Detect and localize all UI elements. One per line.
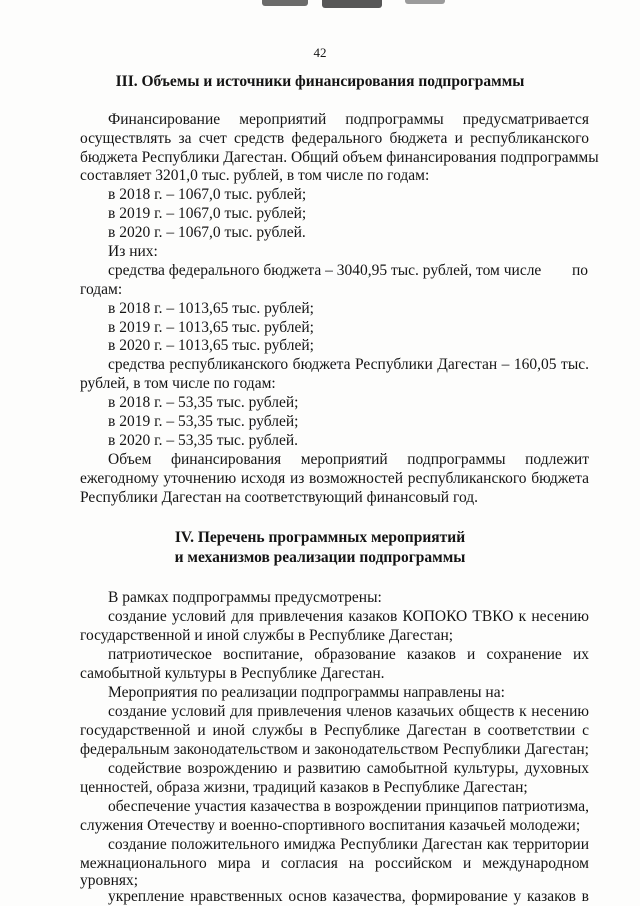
paragraph-line: Объем финансирования мероприятий подпрограммы подлежит: [108, 451, 589, 468]
paragraph-line: в 2019 г. – 1013,65 тыс. рублей;: [108, 319, 314, 336]
paragraph-line: В рамках подпрограммы предусмотрены:: [108, 589, 382, 606]
paragraph-line: Из них:: [108, 243, 158, 260]
paragraph-line: создание условий для привлечения членов казачьих обществ к несению: [108, 703, 589, 720]
paragraph-line: обеспечение участия казачества в возрождении принципов патриотизма,: [108, 798, 589, 815]
paragraph-line: создание положительного имиджа Республики Дагестан как территории: [108, 836, 589, 853]
paragraph-line: государственной и иной службы в Республике Дагестан в соответствии с: [80, 722, 589, 739]
scan-artifact: [405, 0, 445, 4]
section-3-title: III. Объемы и источники финансирования подпрограммы: [115, 73, 525, 90]
paragraph-line: укрепление нравственных основ казачества, формирование у казаков в: [108, 888, 589, 905]
paragraph-line: в 2018 г. – 1067,0 тыс. рублей;: [108, 186, 307, 203]
paragraph-line: самобытной культуры в Республике Дагестан.: [80, 665, 385, 682]
paragraph-line: создание условий для привлечения казаков КОПОКО ТВКО к несению: [108, 608, 589, 625]
paragraph-line: Мероприятия по реализации подпрограммы направлены на:: [108, 684, 505, 701]
page-number: 42: [313, 45, 327, 60]
paragraph-line: Республики Дагестан на соответствующий финансовый год.: [80, 489, 479, 506]
paragraph-line: служения Отечеству и военно-спортивного воспитания казачьей молодежи;: [80, 817, 581, 834]
paragraph-line: средства республиканского бюджета Республики Дагестан – 160,05 тыс.: [108, 356, 589, 373]
paragraph-line: в 2018 г. – 1013,65 тыс. рублей;: [108, 300, 314, 317]
paragraph-line: бюджета Республики Дагестан. Общий объем финансирования подпрограммы: [80, 149, 599, 166]
scan-artifact: [262, 0, 308, 6]
paragraph-line: осуществлять за счет средств федерального бюджета и республиканского: [80, 130, 589, 147]
paragraph-line: государственной и иной службы в Республике Дагестан;: [80, 627, 454, 644]
paragraph-line: Финансирование мероприятий подпрограммы предусматривается: [108, 111, 589, 128]
paragraph-line: ценностей, образа жизни, традиций казаков в Республике Дагестан;: [80, 779, 528, 796]
section-4-title-line-2: и механизмов реализации подпрограммы: [174, 549, 466, 566]
paragraph-line: патриотическое воспитание, образование казаков и сохранение их: [108, 646, 589, 663]
paragraph-line: в 2020 г. – 1067,0 тыс. рублей.: [108, 224, 306, 241]
paragraph-line: в 2019 г. – 1067,0 тыс. рублей;: [108, 205, 307, 222]
paragraph-line: межнационального мира и согласия на российском и международном: [80, 855, 589, 872]
paragraph-line: годам:: [80, 281, 123, 298]
paragraph-line: содействие возрождению и развитию самобытной культуры, духовных: [108, 760, 589, 777]
paragraph-line: составляет 3201,0 тыс. рублей, в том числе по годам:: [80, 167, 430, 184]
paragraph-line: в 2019 г. – 53,35 тыс. рублей;: [108, 413, 299, 430]
paragraph-line: средства федерального бюджета – 3040,95 тыс. рублей, том числе: [108, 262, 542, 279]
paragraph-line: уровнях;: [80, 872, 139, 889]
paragraph-line: ежегодному уточнению исходя из возможностей республиканского бюджета: [80, 470, 589, 487]
paragraph-line: в 2020 г. – 1013,65 тыс. рублей;: [108, 337, 314, 354]
paragraph-line: федеральным законодательством и законодательством Республики Дагестан;: [80, 741, 589, 758]
paragraph-line: в 2018 г. – 53,35 тыс. рублей;: [108, 394, 299, 411]
paragraph-line: в 2020 г. – 53,35 тыс. рублей.: [108, 432, 298, 449]
scan-artifact: [322, 0, 382, 8]
paragraph-line: рублей, в том числе по годам:: [80, 375, 276, 392]
section-4-title-line-1: IV. Перечень программных мероприятий: [174, 529, 466, 546]
paragraph-line: по: [572, 262, 589, 279]
